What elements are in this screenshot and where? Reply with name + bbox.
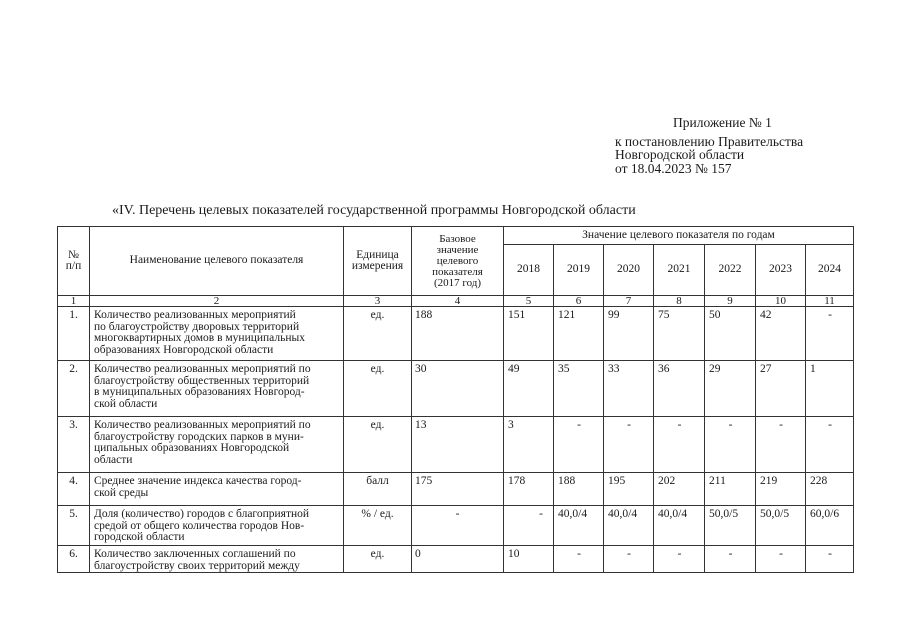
- table-row: [58, 473, 854, 506]
- column-number: 7: [604, 296, 654, 307]
- table-row: [58, 506, 854, 546]
- row-number: 5.: [58, 506, 90, 546]
- year-value: 75: [654, 307, 705, 361]
- year-value: -: [604, 546, 654, 573]
- year-value: -: [756, 546, 806, 573]
- year-value: 36: [654, 361, 705, 417]
- base-value: 188: [412, 307, 504, 361]
- year-value: -: [705, 546, 756, 573]
- column-number: 11: [806, 296, 854, 307]
- year-value: 188: [554, 473, 604, 506]
- header-years-group: Значение целевого показателя по годам: [504, 227, 854, 245]
- indicator-name: Количество заключенных соглашений по благоустройству своих территорий между: [90, 546, 344, 573]
- header-base: Базовое значение целевого показателя (2017 год): [412, 227, 504, 296]
- column-number: 5: [504, 296, 554, 307]
- row-number: 3.: [58, 417, 90, 473]
- header-year: 2022: [705, 245, 756, 296]
- indicator-name: Количество реализованных мероприятий по благоустройству дворовых территорий многоквартирных домов в муниципальных образованиях Новгородской области: [90, 307, 344, 361]
- year-value: 10: [504, 546, 554, 573]
- year-value: 1: [806, 361, 854, 417]
- row-number: 1.: [58, 307, 90, 361]
- indicator-name: Среднее значение индекса качества город- ской среды: [90, 473, 344, 506]
- year-value: 121: [554, 307, 604, 361]
- year-value: 49: [504, 361, 554, 417]
- year-value: 99: [604, 307, 654, 361]
- year-value: 50,0/5: [705, 506, 756, 546]
- unit-cell: балл: [344, 473, 412, 506]
- year-value: 35: [554, 361, 604, 417]
- column-number: 6: [554, 296, 604, 307]
- base-value: 175: [412, 473, 504, 506]
- year-value: 40,0/4: [554, 506, 604, 546]
- year-value: 50: [705, 307, 756, 361]
- year-value: 178: [504, 473, 554, 506]
- year-value: -: [504, 506, 554, 546]
- base-value: 30: [412, 361, 504, 417]
- header-name: Наименование целевого показателя: [90, 227, 344, 296]
- year-value: 29: [705, 361, 756, 417]
- column-number: 4: [412, 296, 504, 307]
- unit-cell: % / ед.: [344, 506, 412, 546]
- header-year: 2023: [756, 245, 806, 296]
- year-value: 50,0/5: [756, 506, 806, 546]
- header-no: № п/п: [58, 227, 90, 296]
- year-value: -: [705, 417, 756, 473]
- year-value: -: [604, 417, 654, 473]
- indicator-name: Доля (количество) городов с благоприятной средой от общего количества городов Нов- городской области: [90, 506, 344, 546]
- column-number: 3: [344, 296, 412, 307]
- appendix-title: Приложение № 1: [673, 115, 772, 130]
- year-value: 40,0/4: [654, 506, 705, 546]
- year-value: 211: [705, 473, 756, 506]
- year-value: -: [806, 546, 854, 573]
- appendix-line: Новгородской области: [615, 147, 745, 162]
- year-value: 33: [604, 361, 654, 417]
- year-value: 3: [504, 417, 554, 473]
- year-value: 202: [654, 473, 705, 506]
- year-value: -: [654, 417, 705, 473]
- table-row: [58, 546, 854, 573]
- year-value: 27: [756, 361, 806, 417]
- table-row: [58, 417, 854, 473]
- year-value: 219: [756, 473, 806, 506]
- table-row: [58, 307, 854, 361]
- base-value: -: [412, 506, 504, 546]
- header-year: 2020: [604, 245, 654, 296]
- appendix-block: [615, 116, 803, 175]
- year-value: -: [806, 417, 854, 473]
- base-value: 0: [412, 546, 504, 573]
- appendix-line: к постановлению Правительства: [615, 133, 804, 149]
- row-number: 6.: [58, 546, 90, 573]
- year-value: 42: [756, 307, 806, 361]
- unit-cell: ед.: [344, 546, 412, 573]
- year-value: -: [756, 417, 806, 473]
- section-heading: «IV. Перечень целевых показателей государственной программы Новгородской области: [112, 203, 636, 218]
- header-year: 2024: [806, 245, 854, 296]
- indicator-name: Количество реализованных мероприятий по благоустройству общественных территорий в муниципальных образованиях Новгород- ской области: [90, 361, 344, 417]
- year-value: 228: [806, 473, 854, 506]
- year-value: -: [654, 546, 705, 573]
- year-value: -: [554, 417, 604, 473]
- column-number: 10: [756, 296, 806, 307]
- header-unit: Единица измерения: [344, 227, 412, 296]
- year-value: 151: [504, 307, 554, 361]
- column-number: 1: [58, 296, 90, 307]
- indicator-table: [57, 226, 854, 573]
- year-value: 60,0/6: [806, 506, 854, 546]
- row-number: 4.: [58, 473, 90, 506]
- unit-cell: ед.: [344, 417, 412, 473]
- indicator-name: Количество реализованных мероприятий по благоустройству городских парков в муни- ципальных образованиях Новгородской области: [90, 417, 344, 473]
- unit-cell: ед.: [344, 361, 412, 417]
- table-row: [58, 361, 854, 417]
- year-value: -: [806, 307, 854, 361]
- base-value: 13: [412, 417, 504, 473]
- year-value: -: [554, 546, 604, 573]
- column-number: 8: [654, 296, 705, 307]
- unit-cell: ед.: [344, 307, 412, 361]
- column-number: 2: [90, 296, 344, 307]
- row-number: 2.: [58, 361, 90, 417]
- year-value: 195: [604, 473, 654, 506]
- column-number: 9: [705, 296, 756, 307]
- header-year: 2021: [654, 245, 705, 296]
- year-value: 40,0/4: [604, 506, 654, 546]
- header-year: 2019: [554, 245, 604, 296]
- appendix-line: от 18.04.2023 № 157: [615, 160, 732, 176]
- header-year: 2018: [504, 245, 554, 296]
